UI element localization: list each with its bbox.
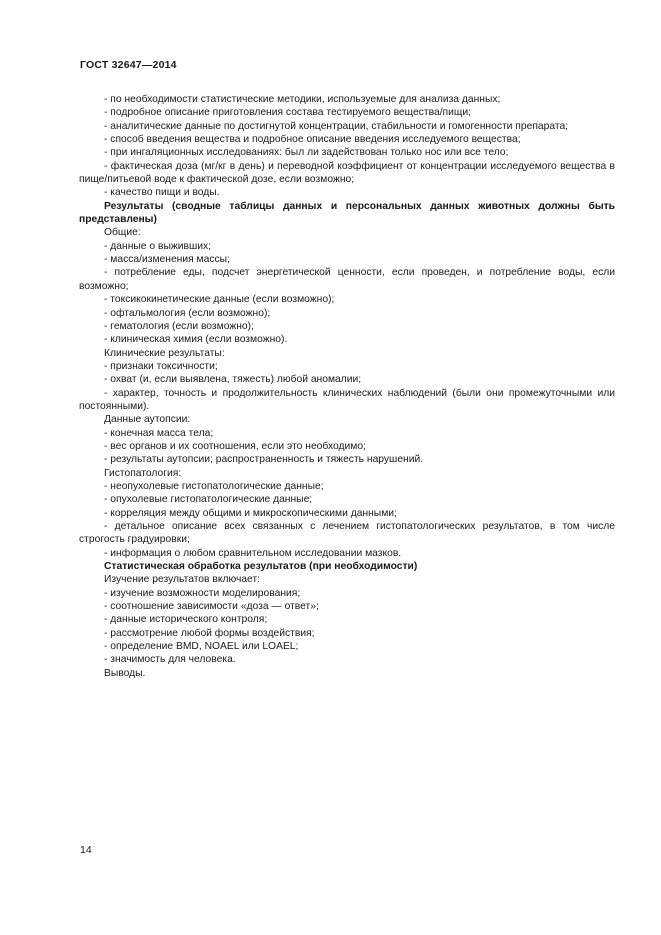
list-item: - корреляция между общими и микроскопическими данными; (104, 507, 397, 519)
page-number: 14 (80, 844, 92, 856)
subheading-autopsy-data: Данные аутопсии: (104, 414, 191, 426)
list-item: - данные о выживших; (104, 240, 211, 252)
subheading-conclusions: Выводы. (104, 667, 146, 679)
document-body (79, 93, 615, 680)
list-item: - детальное описание всех связанных с лечением гистопатологических результатов, в том числе строгость градуировки; (79, 521, 615, 546)
list-item: - офтальмология (если возможно); (104, 307, 271, 319)
subheading-study-of-results: Изучение результатов включает: (104, 574, 261, 586)
list-item: - соотношение зависимости «доза — ответ»; (104, 601, 319, 613)
list-item: - подробное описание приготовления состава тестируемого вещества/пищи; (104, 107, 471, 119)
list-item: - опухолевые гистопатологические данные; (104, 494, 313, 506)
list-item: - масса/изменения массы; (104, 254, 230, 266)
list-item: - аналитические данные по достигнутой концентрации, стабильности и гомогенности препарата; (104, 120, 569, 132)
section-heading-statistics: Статистическая обработка результатов (при необходимости) (104, 561, 418, 573)
list-item: - данные исторического контроля; (104, 614, 268, 626)
list-item: - характер, точность и продолжительность клинических наблюдений (были они промежуточными или постоянными). (79, 387, 615, 412)
subheading-general: Общие: (104, 227, 141, 239)
list-item: - качество пищи и воды. (104, 187, 220, 199)
list-item: - гематология (если возможно); (104, 320, 254, 332)
list-item: - признаки токсичности; (104, 360, 218, 372)
list-item: - вес органов и их соотношения, если это необходимо; (104, 440, 366, 452)
list-item: - фактическая доза (мг/кг в день) и переводной коэффициент от концентрации исследуемого вещества в пище/питьевой воде к фактической дозе, если возможно; (79, 160, 615, 186)
list-item: - по необходимости статистические методики, используемые для анализа данных; (104, 94, 501, 105)
list-item: - конечная масса тела; (104, 427, 214, 439)
list-item: - охват (и, если выявлена, тяжесть) любой аномалии; (104, 374, 362, 386)
list-item: - информация о любом сравнительном исследовании мазков. (104, 547, 402, 559)
list-item: - изучение возможности моделирования; (104, 587, 301, 599)
list-item: - способ введения вещества и подробное описание введения исследуемого вещества; (104, 134, 521, 146)
list-item: - определение BMD, NOAEL или LOAEL; (104, 641, 299, 653)
list-item: - клиническая химия (если возможно). (104, 334, 288, 346)
list-item: - значимость для человека. (104, 654, 236, 666)
section-heading-results: Результаты (сводные таблицы данных и персональных данных животных должны быть представлены) (79, 200, 615, 226)
list-item: - рассмотрение любой формы воздействия; (104, 627, 315, 639)
subheading-histopathology: Гистопатология: (104, 467, 182, 479)
list-item: - результаты аутопсии; распространенность и тяжесть нарушений. (104, 454, 424, 466)
list-item: - токсикокинетические данные (если возможно); (104, 294, 335, 306)
document-header: ГОСТ 32647—2014 (80, 59, 177, 71)
list-item: - потребление еды, подсчет энергетической ценности, если проведен, и потребление воды, если возможно; (79, 267, 615, 292)
list-item: - неопухолевые гистопатологические данные; (104, 480, 324, 492)
list-item: - при ингаляционных исследованиях: был ли задействован только нос или все тело; (104, 147, 509, 159)
subheading-clinical-results: Клинические результаты: (104, 347, 225, 359)
